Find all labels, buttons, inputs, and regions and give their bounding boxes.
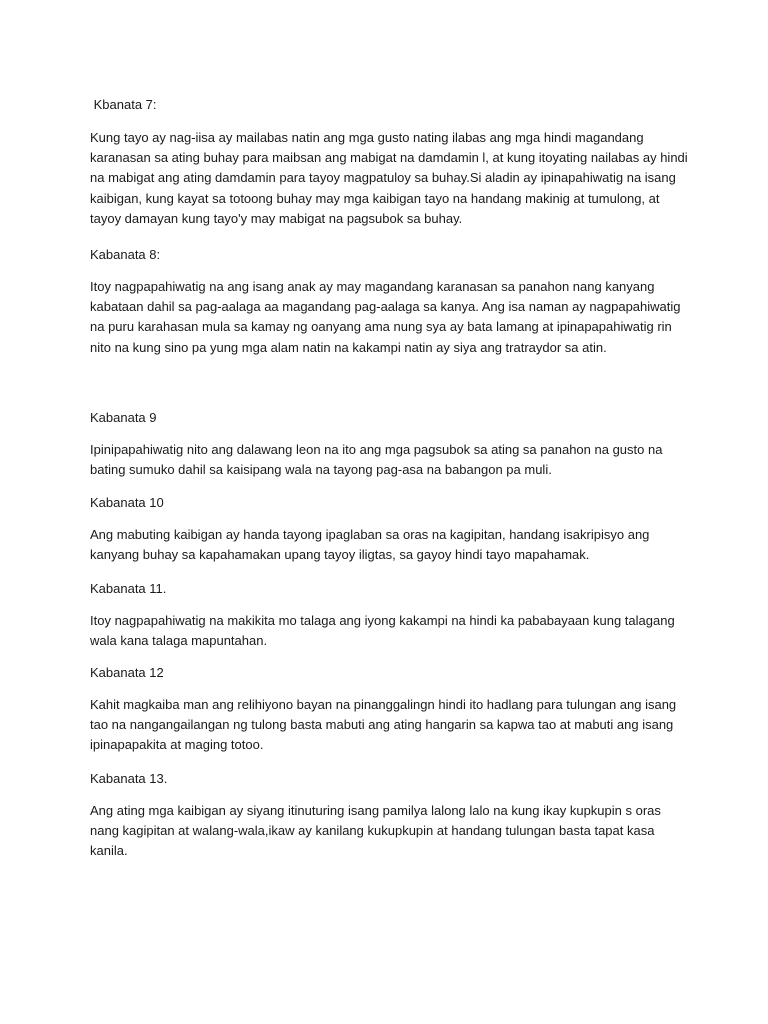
paragraph-kabanata-13: Ang ating mga kaibigan ay siyang itinuturing isang pamilya lalong lalo na kung ikay kupkupin s oras nang kagipitan at walang-wala,ikaw ay kanilang kukupkupin at handang tulungan basta tapat kasa kanila. xyxy=(90,802,661,859)
paragraph-kabanata-11: Itoy nagpapahiwatig na makikita mo talaga ang iyong kakampi na hindi ka pababayaan kung talagang wala kana talaga mapuntahan. xyxy=(90,612,675,648)
paragraph-kabanata-10: Ang mabuting kaibigan ay handa tayong ipaglaban sa oras na kagipitan, handang isakripisyo ang kanyang buhay sa kapahamakan upang tayoy iligtas, sa gayoy hindi tayo mapahamak. xyxy=(90,527,650,563)
heading-kabanata-11: Kabanata 11. xyxy=(90,580,167,596)
heading-kabanata-13: Kabanata 13. xyxy=(90,770,168,786)
heading-kabanata-9: Kabanata 9 xyxy=(90,409,157,425)
paragraph-kabanata-12: Kahit magkaiba man ang relihiyono bayan na pinanggalingn hindi ito hadlang para tulungan ang isang tao na nangangailangan ng tulong basta mabuti ang ating hangarin sa kapwa tao at mabuti ang isang ipinapapakita at maging totoo. xyxy=(90,697,677,753)
paragraph-kabanata-7: Kung tayo ay nag-iisa ay mailabas natin ang mga gusto nating ilabas ang mga hindi magandang karanasan sa ating buhay para maibsan ang mabigat na damdamin l, at kung itoyating nailabas ay hindi na mabigat ang ating damdamin para tayoy magpatuloy sa buhay.Si aladin ay ipinapahiwatig na isang kaibigan, kung kayat sa totoong buhay may mga kaibigan tayo na handang makinig at tumulong, at tayoy damayan kung tayo'y may mabigat na pagsubok sa buhay. xyxy=(90,130,688,226)
heading-kabanata-10: Kabanata 10 xyxy=(90,495,164,511)
heading-kabanata-7: Kbanata 7: xyxy=(90,97,157,112)
heading-kabanata-12: Kabanata 12 xyxy=(90,665,164,681)
paragraph-kabanata-9: Ipinipapahiwatig nito ang dalawang leon na ito ang mga pagsubok sa ating sa panahon na gusto na bating sumuko dahil sa kaisipang wala na tayong pag-asa na babangon pa muli. xyxy=(90,441,663,478)
heading-kabanata-8: Kabanata 8: xyxy=(90,247,161,263)
paragraph-kabanata-8: Itoy nagpapahiwatig na ang isang anak ay may magandang karanasan sa panahon nang kanyang kabataan dahil sa pag-aalaga aa magandang pag-aalaga sa kanya. Ang isa naman ay nagpapahiwatig na puru karahasan mula sa kamay ng oanyang ama nung sya ay bata lamang at ipinapapahiwatig rin nito na kung sino pa yung mga alam natin na kakampi natin ay siya ang tratraydor sa atin. xyxy=(90,279,681,355)
